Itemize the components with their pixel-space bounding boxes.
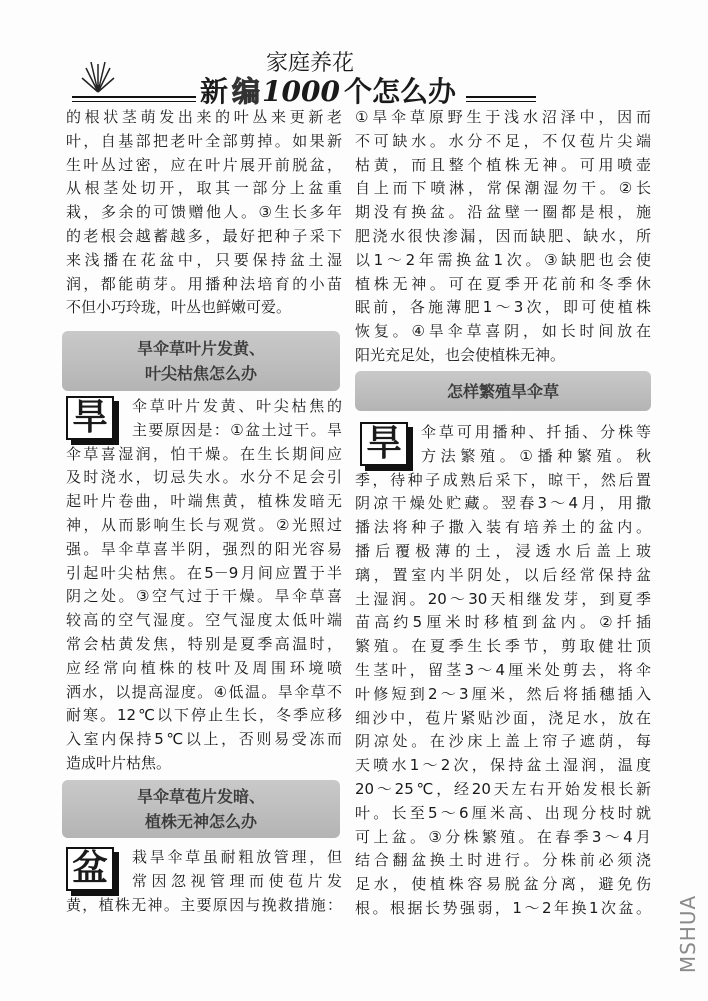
text-line: 自上而下喷淋，常保潮湿勿干。②长 [355, 179, 651, 198]
text-line: 引起叶尖枯焦。在5－9月间应置于半 [66, 563, 342, 582]
text-line: 及时浇水，切忌失水。水分不足会引 [66, 468, 342, 487]
heading-line: 植株无神怎么办 [144, 812, 257, 831]
text-line: 伞草可用播种、扦插、分株等 [421, 423, 651, 441]
text-line: 生茎叶，留茎3～4厘米处剪去，将伞 [355, 660, 651, 679]
text-line: 润，都能萌芽。用播种法培育的小苗 [66, 274, 342, 293]
dropcap: 盆 [66, 847, 114, 891]
text-line: 土湿润。20～30天相继发芽，到夏季 [355, 589, 651, 608]
text-line: 播法将种子撒入装有培养土的盆内。 [355, 518, 651, 537]
text-line: 璃，置室内半阴处，以后经常保持盆 [355, 565, 651, 584]
text-line: 来浅播在花盆中，只要保持盆土湿 [66, 250, 342, 269]
text-line: 叶。长至5～6厘米高、出现分枝时就 [355, 803, 651, 822]
text-line: 枯黄，而且整个植株无神。可用喷壶 [355, 155, 651, 174]
text-line: 期没有换盆。沿盆壁一圈都是根，施 [355, 203, 651, 222]
header-rule-left [72, 96, 196, 102]
text-line: 阳光充足处，也会使植株无神。 [355, 345, 566, 364]
text-line: 栽，多余的可馈赠他人。③生长多年 [66, 203, 342, 222]
heading-line: 怎样繁殖旱伞草 [446, 381, 559, 401]
header-title-top: 家庭养花 [266, 51, 355, 76]
text-line: 黄，植株无神。主要原因与挽救措施： [66, 895, 342, 914]
text-line: 繁殖。在夏季生长季节，剪取健壮顶 [355, 637, 651, 656]
header-rule-right [466, 96, 536, 102]
text-line: 的根状茎萌发出来的叶丛来更新老 [66, 108, 342, 126]
text-line: 主要原因是：①盆土过干。旱 [132, 420, 342, 439]
text-line: 肥浇水很快渗漏，因而缺肥、缺水，所 [355, 226, 651, 245]
text-line: 起叶片卷曲，叶端焦黄，植株发暗无 [66, 492, 342, 511]
left-column [66, 106, 342, 320]
heading-line: 旱伞草苞片发暗、 [136, 787, 265, 806]
text-line: 天喷水1～2次，保持盆土湿润，温度 [355, 756, 651, 775]
text-line: 耐寒。12℃以下停止生长，冬季应移 [66, 706, 342, 725]
text-line: 根。根据长势强弱，1～2年换1次盆。 [355, 898, 651, 917]
text-line: 季，待种子成熟后采下，晾干，然后置 [355, 470, 651, 489]
section-body-yellow-leaves [66, 395, 342, 776]
dropcap: 旱 [360, 422, 408, 466]
text-line: 20～25℃，经20天左右开始发根长新 [355, 779, 651, 798]
text-line: 叶，自基部把老叶全部剪掉。如果新 [66, 131, 342, 150]
text-line: ①旱伞草原野生于浅水沼泽中，因而 [355, 108, 651, 126]
text-line: 阴凉干燥处贮藏。翌春3～4月，用撒 [355, 494, 651, 513]
right-column [355, 106, 651, 368]
text-line: 洒水，以提高湿度。④低温。旱伞草不 [66, 682, 342, 701]
text-line: 方法繁殖。①播种繁殖。秋 [421, 446, 651, 465]
header-title-suffix: 个怎么办 [344, 75, 457, 108]
text-line: 叶修短到2～3厘米，然后将插穗插入 [355, 684, 651, 703]
text-line: 常会枯黄发焦，特别是夏季高温时， [66, 634, 342, 653]
text-line: 不但小巧玲珑，叶丛也鲜嫩可爱。 [66, 298, 292, 317]
header-title-new: 新 [200, 75, 229, 108]
flower-ornament-icon [80, 58, 116, 94]
heading-line: 叶尖枯焦怎么办 [144, 364, 257, 383]
text-line: 伞草叶片发黄、叶尖枯焦的 [132, 397, 342, 415]
text-line: 应经常向植株的枝叶及周围环境喷 [66, 658, 342, 677]
text-line: 造成叶片枯焦。 [66, 753, 172, 772]
text-line: 以1～2年需换盆1次。③缺肥也会使 [355, 250, 651, 269]
dropcap: 旱 [66, 396, 114, 440]
section-heading-propagation [355, 371, 651, 411]
text-line: 伞草喜湿润，怕干燥。在生长期间应 [66, 444, 342, 463]
section-body-dark-bracts [66, 846, 342, 917]
section-body-propagation [355, 421, 651, 921]
text-line: 可上盆。③分株繁殖。在春季3～4月 [355, 827, 651, 846]
text-line: 阴凉处。在沙床上盖上帘子遮荫，每 [355, 732, 651, 751]
text-line: 入室内保持5℃以上，否则易受冻而 [66, 730, 342, 749]
header-title-outlined: 编 [232, 75, 261, 108]
text-line: 足水，使植株容易脱盆分离，避免伤 [355, 875, 651, 894]
section-heading-dark-bracts [62, 780, 340, 838]
text-line: 阴之处。③空气过于干燥。旱伞草喜 [66, 587, 342, 606]
header-title-number: 1000 [262, 75, 340, 108]
heading-line: 旱伞草叶片发黄、 [136, 339, 265, 358]
text-line: 播后覆极薄的土，浸透水后盖上玻 [355, 541, 651, 560]
text-line: 强。旱伞草喜半阴，强烈的阳光容易 [66, 539, 342, 558]
text-line: 结合翻盆换土时进行。分株前必须浇 [355, 851, 651, 870]
text-line: 栽旱伞草虽耐粗放管理，但 [132, 848, 342, 866]
text-line: 常因忽视管理而使苞片发 [132, 871, 342, 890]
text-line: 神，从而影响生长与观赏。②光照过 [66, 515, 342, 534]
text-line: 恢复。④旱伞草喜阴，如长时间放在 [355, 322, 651, 341]
text-line: 的老根会越蓄越多，最好把种子采下 [66, 226, 342, 245]
paragraph [66, 106, 342, 320]
section-heading-yellow-leaves [62, 331, 340, 391]
text-line: 不可缺水。水分不足，不仅苞片尖端 [355, 131, 651, 150]
text-line: 从根茎处切开，取其一部分上盆重 [66, 179, 342, 198]
text-line: 细沙中，苞片紧贴沙面，浇足水，放在 [355, 708, 651, 727]
text-line: 较高的空气湿度。空气湿度太低叶端 [66, 611, 342, 630]
watermark: MSHUA [676, 894, 700, 974]
text-line: 植株无神。可在夏季开花前和冬季休 [355, 274, 651, 293]
text-line: 生叶丛过密，应在叶片展开前脱盆， [66, 155, 342, 174]
text-line: 苗高约5厘米时移植到盆内。②扦插 [355, 613, 651, 632]
text-line: 眠前，各施薄肥1～3次，即可使植株 [355, 298, 651, 317]
